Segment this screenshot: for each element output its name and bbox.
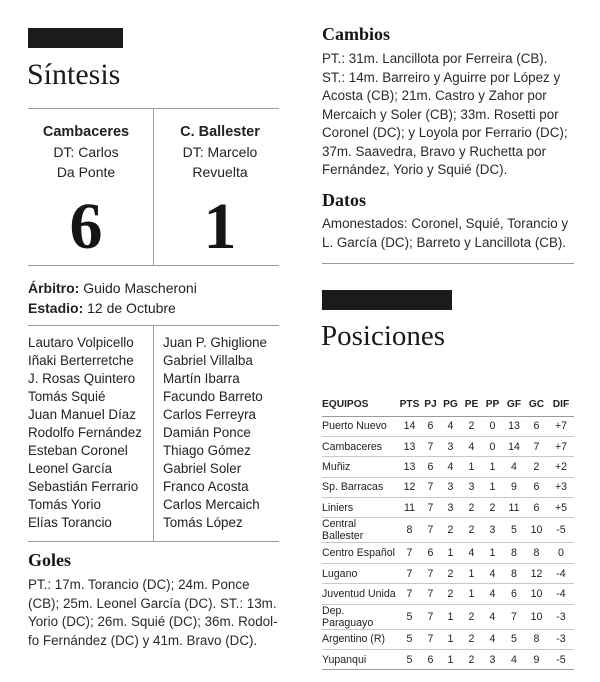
stat-cell: 2 <box>440 518 461 543</box>
table-row <box>322 629 574 649</box>
col-header: DIF <box>548 394 574 416</box>
stadium-label: Estadio: <box>28 300 84 316</box>
cambios-line: PT.: 31m. Lancillota por Ferreira (CB). <box>322 51 548 66</box>
player-name: Tomás Squié <box>28 389 106 404</box>
stat-cell: -3 <box>548 629 574 649</box>
team-cell: Juventud Unida <box>322 584 398 604</box>
cambios-line: Coronel (DC); y Loyola por Ferrario (DC); <box>322 125 568 140</box>
divider <box>28 541 279 542</box>
stat-cell: 13 <box>398 457 421 477</box>
stat-cell: 1 <box>461 457 482 477</box>
player-name: Gabriel Villalba <box>163 353 253 368</box>
divider <box>322 263 574 264</box>
stat-cell: 1 <box>461 563 482 583</box>
home-team-block <box>28 122 144 182</box>
stat-cell: 1 <box>482 543 503 563</box>
table-row <box>322 518 574 543</box>
away-coach-line1: DT: Marcelo <box>182 144 258 160</box>
player-name: Lautaro Volpicello <box>28 335 134 350</box>
table-row <box>322 436 574 456</box>
stat-cell: 3 <box>440 498 461 518</box>
player-name: J. Rosas Quintero <box>28 371 136 386</box>
stat-cell: 1 <box>482 457 503 477</box>
stat-cell: 11 <box>503 498 525 518</box>
stat-cell: 4 <box>482 563 503 583</box>
table-row <box>322 604 574 629</box>
stat-cell: -5 <box>548 518 574 543</box>
table-row <box>322 477 574 497</box>
stat-cell: 4 <box>482 584 503 604</box>
standings-header-row <box>322 394 574 416</box>
away-coach-line2: Revuelta <box>192 164 248 180</box>
datos-line: Amonestados: Coronel, Squié, Torancio y <box>322 216 569 231</box>
stat-cell: 4 <box>503 457 525 477</box>
cambios-line: Acosta (CB); 21m. Castro y Zahor por <box>322 88 547 103</box>
posiciones-header-bar <box>322 290 452 310</box>
cambios-line: 37m. Saavedra, Bravo y Ruchetta por <box>322 143 547 159</box>
team-cell: Central Ballester <box>322 518 398 543</box>
stat-cell: 5 <box>503 518 525 543</box>
stat-cell: 5 <box>503 629 525 649</box>
cambios-line: Mercaich y Soler (CB); 33m. Rosetti por <box>322 106 559 122</box>
stat-cell: 3 <box>461 477 482 497</box>
team-cell: Sp. Barracas <box>322 477 398 497</box>
col-header: PJ <box>421 394 440 416</box>
col-header: GC <box>525 394 548 416</box>
away-lineup <box>163 334 267 532</box>
stat-cell: 0 <box>548 543 574 563</box>
stat-cell: 5 <box>398 650 421 670</box>
stat-cell: 3 <box>440 477 461 497</box>
stat-cell: 6 <box>421 650 440 670</box>
stat-cell: 2 <box>440 584 461 604</box>
referee-name: Guido Mascheroni <box>79 280 197 296</box>
stat-cell: +7 <box>548 436 574 456</box>
standings-table <box>322 394 574 670</box>
stat-cell: 3 <box>440 436 461 456</box>
col-header: PG <box>440 394 461 416</box>
goles-heading: Goles <box>28 550 71 570</box>
goles-line: fo Fernández (DC) y 41m. Bravo (DC). <box>28 632 258 648</box>
stat-cell: 10 <box>525 518 548 543</box>
standings-body <box>322 416 574 670</box>
stat-cell: 9 <box>525 650 548 670</box>
stat-cell: 4 <box>503 650 525 670</box>
table-row <box>322 650 574 670</box>
stat-cell: 6 <box>525 477 548 497</box>
stat-cell: 5 <box>398 629 421 649</box>
table-row <box>322 563 574 583</box>
stat-cell: 7 <box>398 543 421 563</box>
player-name: Carlos Mercaich <box>163 497 260 512</box>
player-name: Franco Acosta <box>163 479 249 494</box>
stat-cell: 8 <box>503 543 525 563</box>
player-name: Martín Ibarra <box>163 371 240 386</box>
stat-cell: 2 <box>461 604 482 629</box>
stat-cell: 1 <box>440 650 461 670</box>
stat-cell: 9 <box>503 477 525 497</box>
stat-cell: 4 <box>461 543 482 563</box>
player-name: Rodolfo Fernández <box>28 425 142 440</box>
player-name: Leonel García <box>28 461 113 476</box>
stat-cell: 3 <box>482 518 503 543</box>
goles-line: Yorio (DC); 26m. Squié (DC); 36m. Rodol- <box>28 614 278 629</box>
stat-cell: 4 <box>482 629 503 649</box>
stadium-line <box>28 298 176 318</box>
stadium-name: 12 de Octubre <box>83 300 176 316</box>
player-name: Damián Ponce <box>163 425 251 440</box>
team-cell: Dep. Paraguayo <box>322 604 398 629</box>
stat-cell: 4 <box>461 436 482 456</box>
divider <box>28 265 279 266</box>
stat-cell: 10 <box>525 604 548 629</box>
stat-cell: 4 <box>440 416 461 436</box>
player-name: Sebastián Ferrario <box>28 479 139 494</box>
stat-cell: 1 <box>440 543 461 563</box>
player-name: Iñaki Berterretche <box>28 353 134 368</box>
stat-cell: 7 <box>398 584 421 604</box>
referee-label: Árbitro: <box>28 280 80 296</box>
player-name: Tomás Yorio <box>28 497 101 512</box>
posiciones-title: Posiciones <box>321 320 446 352</box>
col-header: GF <box>503 394 525 416</box>
stat-cell: 10 <box>525 584 548 604</box>
col-header: PE <box>461 394 482 416</box>
datos-text <box>322 215 584 252</box>
stat-cell: -3 <box>548 604 574 629</box>
cambios-heading: Cambios <box>322 24 391 44</box>
stat-cell: 6 <box>525 498 548 518</box>
stat-cell: 8 <box>398 518 421 543</box>
team-cell: Cambaceres <box>322 436 398 456</box>
team-cell: Lugano <box>322 563 398 583</box>
stat-cell: 6 <box>421 416 440 436</box>
stat-cell: 4 <box>440 457 461 477</box>
team-cell: Argentino (R) <box>322 629 398 649</box>
stat-cell: 6 <box>421 543 440 563</box>
sintesis-title: Síntesis <box>27 58 121 91</box>
col-header: PP <box>482 394 503 416</box>
goles-text <box>28 576 284 650</box>
stat-cell: 2 <box>461 416 482 436</box>
table-row <box>322 543 574 563</box>
stat-cell: -4 <box>548 563 574 583</box>
away-score: 1 <box>203 190 237 263</box>
table-row <box>322 457 574 477</box>
col-header: EQUIPOS <box>322 394 398 416</box>
team-cell: Muñiz <box>322 457 398 477</box>
sintesis-header-bar <box>28 28 123 48</box>
table-row <box>322 584 574 604</box>
stat-cell: 4 <box>482 604 503 629</box>
home-coach-line1: DT: Carlos <box>53 144 119 160</box>
home-coach-line2: Da Ponte <box>56 164 116 180</box>
cambios-text <box>322 50 584 180</box>
away-team-block <box>162 122 278 182</box>
goles-line: PT.: 17m. Torancio (DC); 24m. Ponce <box>28 577 250 592</box>
table-row <box>322 498 574 518</box>
stat-cell: 7 <box>398 563 421 583</box>
stat-cell: +5 <box>548 498 574 518</box>
stat-cell: 13 <box>398 436 421 456</box>
stat-cell: 6 <box>421 457 440 477</box>
score-divider <box>153 108 154 265</box>
home-lineup <box>28 334 142 532</box>
stat-cell: 14 <box>503 436 525 456</box>
stat-cell: 12 <box>525 563 548 583</box>
referee-line <box>28 278 197 298</box>
stat-cell: 8 <box>525 543 548 563</box>
stat-cell: +7 <box>548 416 574 436</box>
stat-cell: 6 <box>525 416 548 436</box>
player-name: Esteban Coronel <box>28 443 128 458</box>
cambios-line: ST.: 14m. Barreiro y Aguirre por López y <box>322 69 561 85</box>
stat-cell: 7 <box>421 629 440 649</box>
stat-cell: -4 <box>548 584 574 604</box>
stat-cell: +2 <box>548 457 574 477</box>
team-cell: Puerto Nuevo <box>322 416 398 436</box>
player-name: Tomás López <box>163 515 243 530</box>
stat-cell: 2 <box>440 563 461 583</box>
table-row <box>322 416 574 436</box>
player-name: Juan Manuel Díaz <box>28 407 136 422</box>
player-name: Carlos Ferreyra <box>163 407 257 422</box>
stat-cell: 8 <box>525 629 548 649</box>
stat-cell: 8 <box>503 563 525 583</box>
stat-cell: 1 <box>440 629 461 649</box>
cambios-line: Fernández, Yorio y Squié (DC). <box>322 162 508 177</box>
stat-cell: 7 <box>421 477 440 497</box>
home-team-name: Cambaceres <box>42 124 130 140</box>
stat-cell: 14 <box>398 416 421 436</box>
stat-cell: 0 <box>482 436 503 456</box>
stat-cell: 7 <box>421 518 440 543</box>
datos-line: L. García (DC); Barreto y Lancillota (CB). <box>322 234 567 250</box>
goles-line: (CB); 25m. Leonel García (DC). ST.: 13m. <box>28 595 277 611</box>
home-score: 6 <box>69 190 103 263</box>
stat-cell: 3 <box>482 650 503 670</box>
stat-cell: 2 <box>461 650 482 670</box>
player-name: Facundo Barreto <box>163 389 263 404</box>
player-name: Elías Torancio <box>28 515 112 530</box>
stat-cell: +3 <box>548 477 574 497</box>
stat-cell: 11 <box>398 498 421 518</box>
stat-cell: 1 <box>440 604 461 629</box>
stat-cell: 7 <box>421 563 440 583</box>
team-cell: Centro Español <box>322 543 398 563</box>
player-name: Thiago Gómez <box>163 443 251 458</box>
stat-cell: 2 <box>482 498 503 518</box>
stat-cell: -5 <box>548 650 574 670</box>
stat-cell: 7 <box>503 604 525 629</box>
stat-cell: 2 <box>461 498 482 518</box>
team-cell: Liniers <box>322 498 398 518</box>
player-name: Juan P. Ghiglione <box>163 335 267 350</box>
stat-cell: 2 <box>461 518 482 543</box>
stat-cell: 7 <box>421 436 440 456</box>
team-cell: Yupanqui <box>322 650 398 670</box>
stat-cell: 13 <box>503 416 525 436</box>
player-name: Gabriel Soler <box>163 461 242 476</box>
stat-cell: 7 <box>421 604 440 629</box>
stat-cell: 5 <box>398 604 421 629</box>
lineup-divider <box>153 325 154 541</box>
stat-cell: 12 <box>398 477 421 497</box>
stat-cell: 7 <box>421 498 440 518</box>
stat-cell: 7 <box>525 436 548 456</box>
datos-heading: Datos <box>322 190 366 210</box>
stat-cell: 6 <box>503 584 525 604</box>
away-team-name: C. Ballester <box>180 124 260 140</box>
stat-cell: 1 <box>482 477 503 497</box>
stat-cell: 0 <box>482 416 503 436</box>
stat-cell: 1 <box>461 584 482 604</box>
stat-cell: 2 <box>461 629 482 649</box>
stat-cell: 7 <box>421 584 440 604</box>
col-header: PTS <box>398 394 421 416</box>
stat-cell: 2 <box>525 457 548 477</box>
